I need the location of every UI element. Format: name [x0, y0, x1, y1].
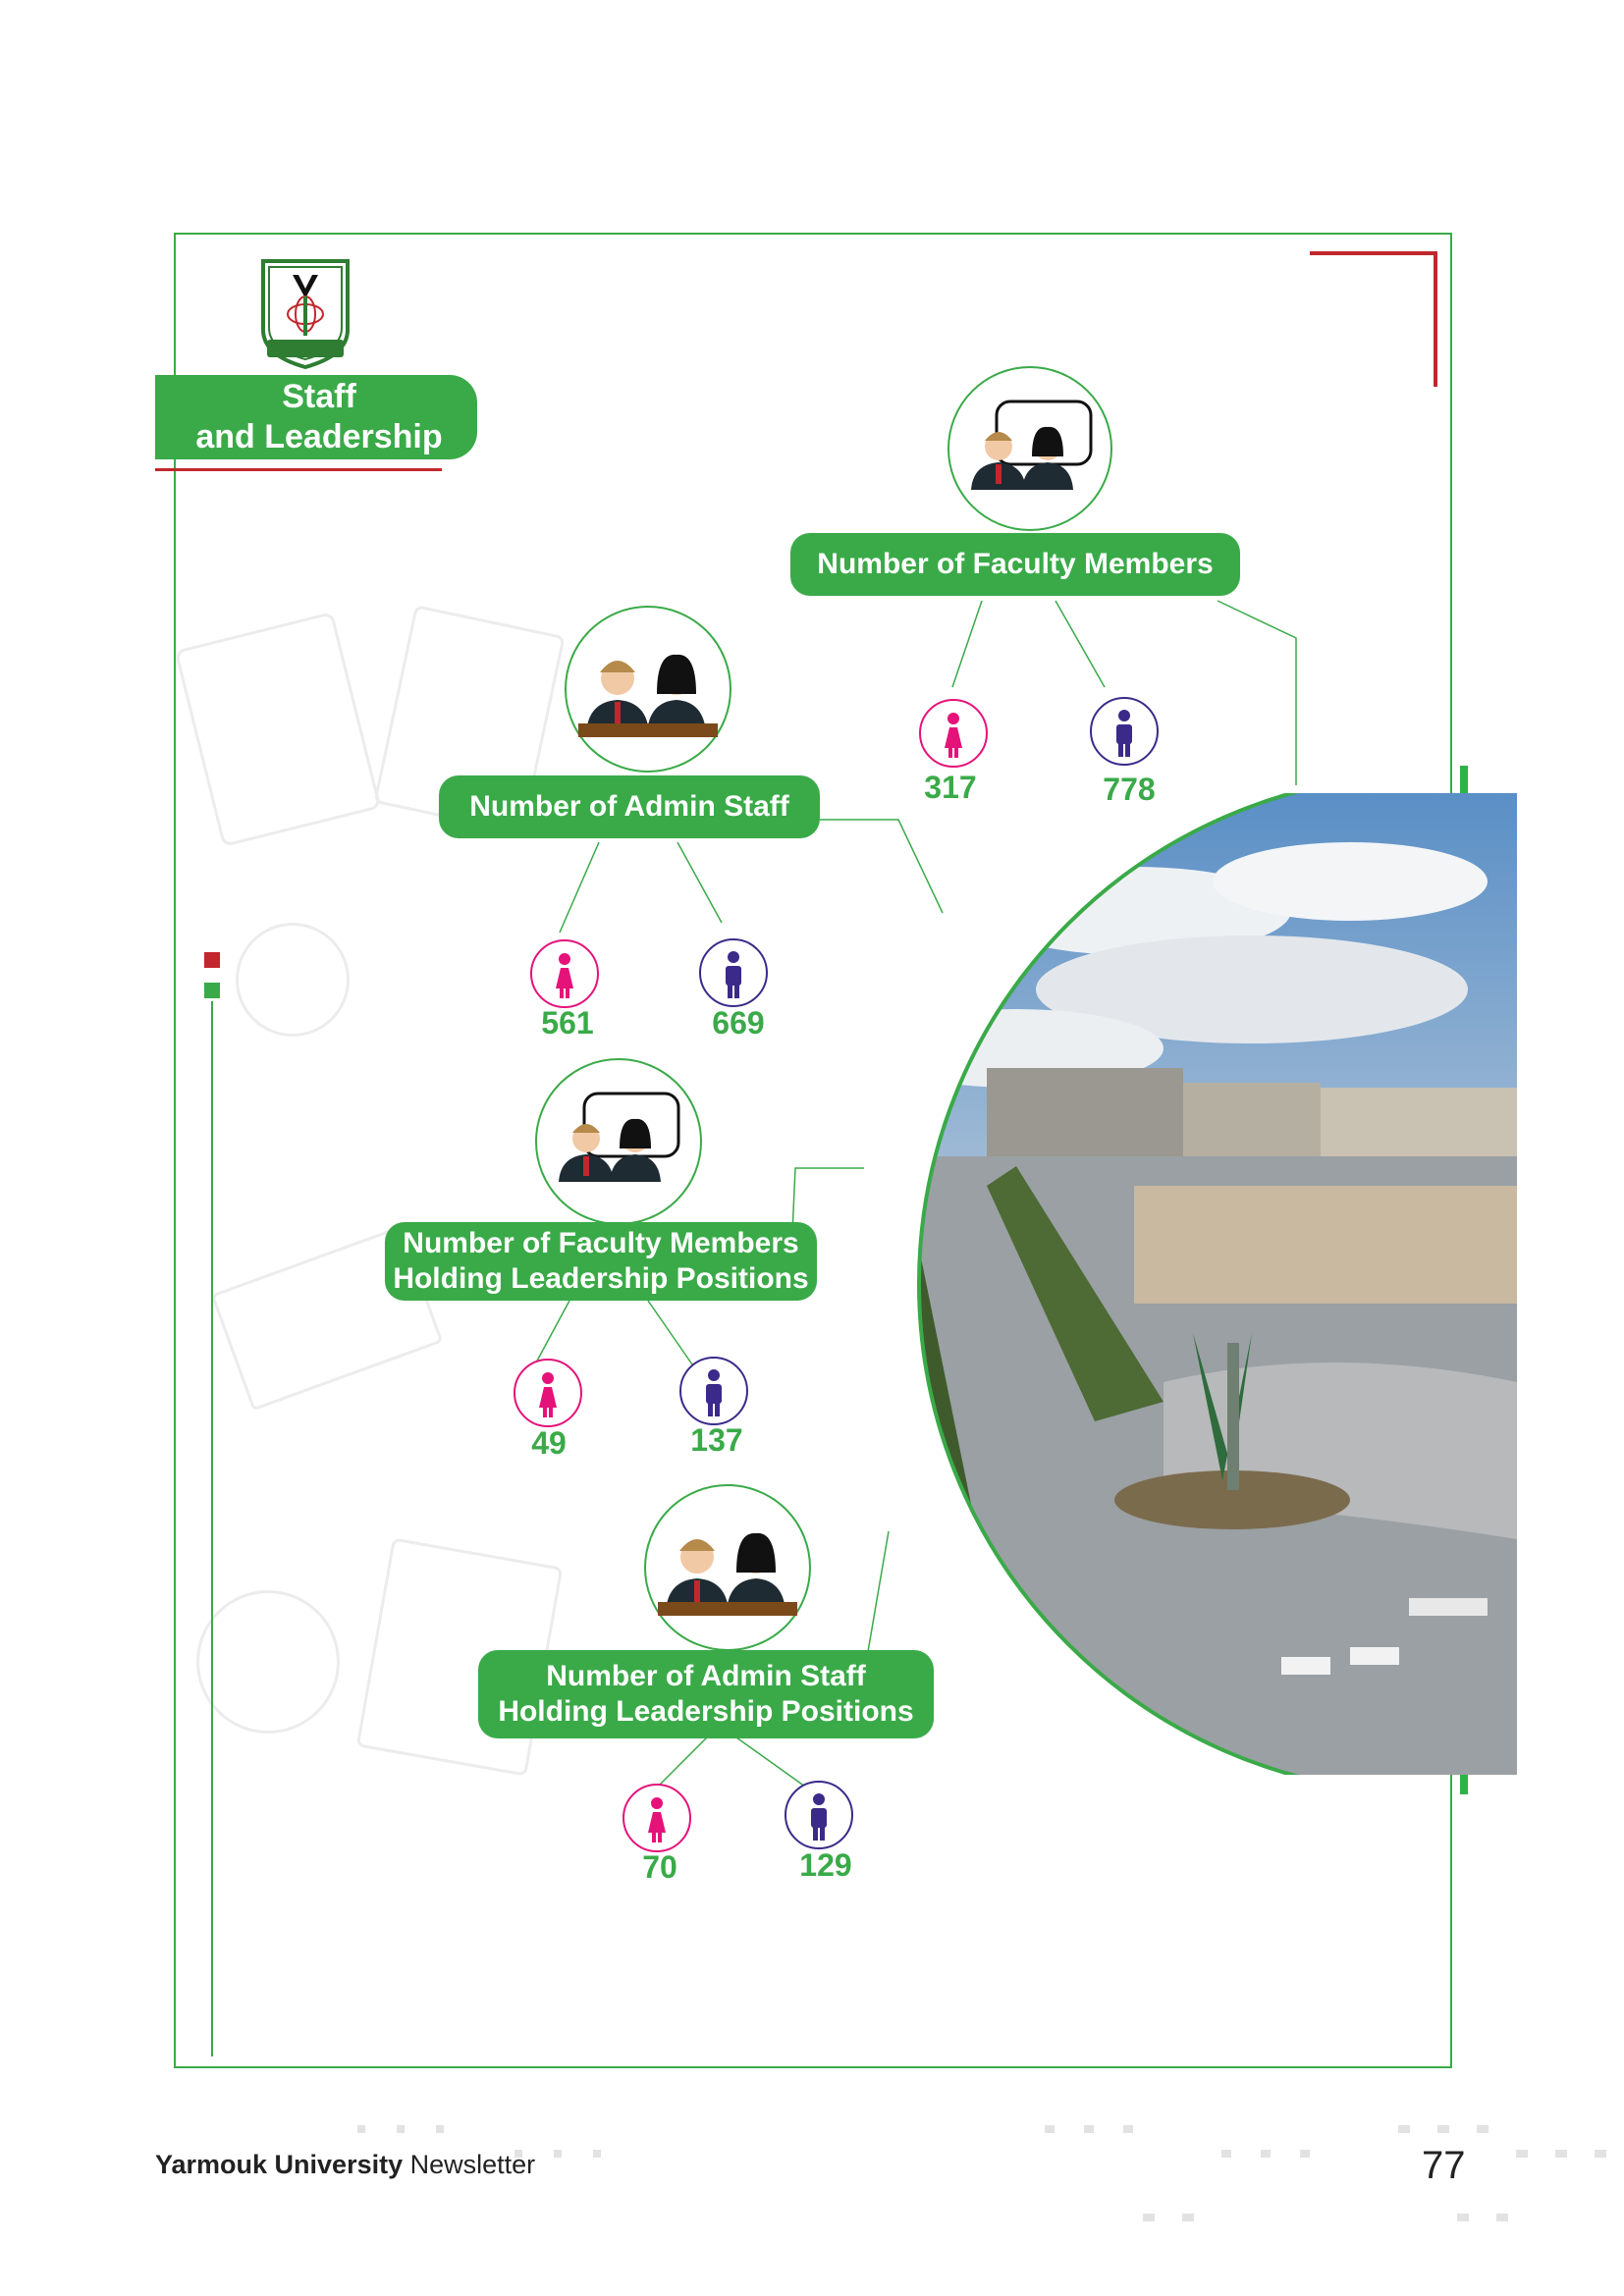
footer-publication	[155, 2150, 535, 2180]
female-icon	[514, 1359, 582, 1427]
faculty-female-count: 317	[924, 770, 977, 805]
connector-line	[952, 601, 982, 687]
admin-leadership-male-count: 129	[799, 1847, 852, 1883]
female-icon	[530, 939, 599, 1008]
connector-line	[736, 1737, 805, 1787]
male-icon	[699, 938, 768, 1007]
connector-line	[535, 1301, 569, 1364]
male-icon	[1090, 697, 1159, 766]
admin-female-count: 561	[541, 1005, 594, 1041]
section-title-line2: and Leadership	[195, 418, 443, 455]
female-icon	[919, 699, 988, 768]
male-icon	[785, 1781, 853, 1849]
connector-line	[677, 842, 722, 923]
connector-line	[560, 842, 599, 933]
footer-suffix: Newsletter	[403, 2150, 536, 2179]
footer-brand: Yarmouk University	[155, 2150, 404, 2179]
admin-leadership-female-count: 70	[642, 1849, 677, 1885]
faculty-leadership-female-count: 49	[531, 1425, 567, 1461]
connector-line	[658, 1737, 707, 1787]
female-icon	[623, 1784, 691, 1852]
section-title-line1: Staff	[282, 378, 356, 415]
admin-desk-icon	[644, 1484, 811, 1651]
faculty-leadership-male-count: 137	[690, 1422, 743, 1458]
admin-leadership-label: Number of Admin Staff Holding Leadership Positions	[478, 1650, 934, 1738]
campus-photo	[839, 793, 1517, 1775]
page-number: 77	[1422, 2144, 1466, 2187]
faculty-board-icon	[947, 366, 1112, 531]
connector-line	[1056, 601, 1105, 687]
faculty-male-count: 778	[1103, 772, 1156, 807]
faculty-leadership-label: Number of Faculty Members Holding Leadership Positions	[385, 1222, 817, 1301]
connector-line	[648, 1301, 692, 1364]
admin-staff-label: Number of Admin Staff	[439, 775, 820, 838]
faculty-members-label: Number of Faculty Members	[790, 533, 1240, 596]
admin-desk-icon	[565, 606, 731, 773]
admin-male-count: 669	[712, 1005, 765, 1041]
connector-line	[1218, 601, 1296, 785]
male-icon	[679, 1357, 748, 1425]
faculty-board-icon	[535, 1058, 702, 1225]
